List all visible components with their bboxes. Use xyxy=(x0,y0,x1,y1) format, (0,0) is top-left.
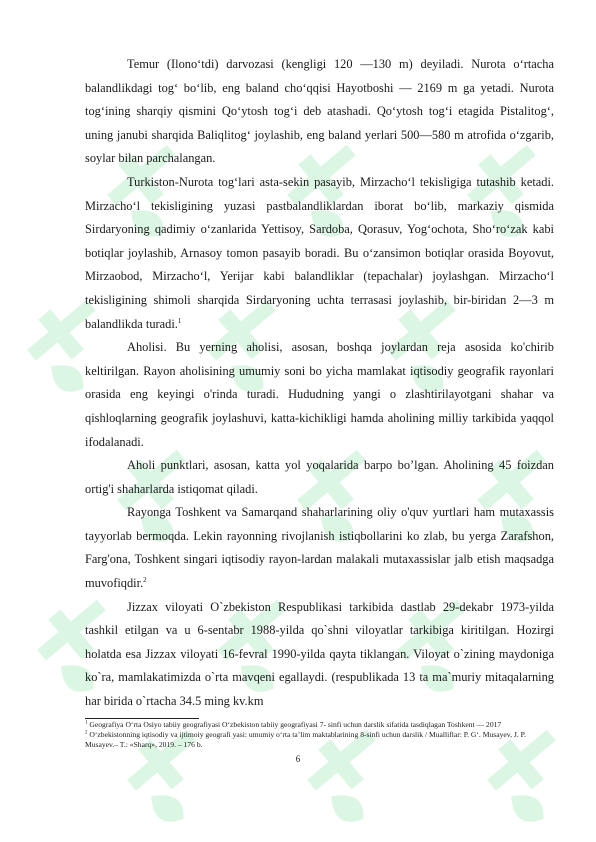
footnote-divider xyxy=(85,718,199,719)
paragraph-settlements: Aholi punktlari, asosan, katta yol yoqalarida barpo bo’lgan. Aholining 45 foizdan ortig'i shaharlarda istiqomat qiladi. xyxy=(85,458,554,496)
document-page xyxy=(85,53,554,750)
paragraph-specialists: Rayonga Toshkent va Samarqand shaharlarining oliy o'quv yurtlari ham mutaxassis tayyorlab bermoqda. Lekin rayonning rivojlanish istiqbollarini ko zlab, bu yerga Zarafshon, Farg'ona, Toshkent singari iqtisodiy rayon-lardan malakali mutaxassislar jalb etish maqsadga muvofiqdir.$^2$ xyxy=(85,505,554,591)
footnote-1: $^1$ Geografiya O‘rta Osiyo tabiiy geografiyasi O‘zbekiston tabiiy geografiyasi 7- sinfi uchun darslik sifatida tasdiqlagan Toshkent — 2017 xyxy=(85,719,502,729)
footnote-mark-1: 1 xyxy=(85,720,88,726)
paragraph-nurota-mountains: Temur (Ilono‘tdi) darvozasi (kengligi 120 —130 m) deyiladi. Nurota o‘rtacha balandlikdagi tog‘ bo‘lib, eng baland cho‘qqisi Hayotboshi — 2169 m ga yetadi. Nurota tog‘ining sharqiy qismini Qo‘ytosh tog‘i deb atashadi. Qo‘ytosh tog‘i etagida Pistalitog‘, uning janubi sharqida Baliqlitog‘ joylashib, eng baland yerlari 500—580 m atrofida o‘zgarib, soylar bilan parchalangan. xyxy=(85,57,554,166)
paragraph-population: Aholisi. Bu yerning aholisi, asosan, boshqa joylardan reja asosida ko'chirib keltirilgan. Rayon aholisining umumiy soni bo yicha mamlakat iqtisodiy geografik rayonlari orasida eng keyingi o'rinda turadi. Hududning yangi o zlashtirilayotgani shahar va qishloqlarning geografik joylashuvi, katta-kichikligi hamda aholining milliy tarkibida yaqqol ifodalanadi. xyxy=(85,340,554,449)
page-number: 6 xyxy=(295,754,301,764)
footnote-mark-2: 2 xyxy=(85,730,88,736)
paragraph-jizzakh-region: Jizzax viloyati O`zbekiston Respublikasi tarkibida dastlab 29-dekabr 1973-yilda tashkil etilgan va u 6-sentabr 1988-yilda qo`shni viloyatlar tarkibiga kiritilgan. Hozirgi holatda esa Jizzax viloyati 16-fevral 1990-yilda qayta tiklangan. Viloyat o`zining maydoniga ko`ra, mamlakatimizda o`rta mavqeni egallaydi. (respublikada 13 ta ma`muriy mitaqalarning har birida o`rtacha 34.5 ming kv.km xyxy=(85,599,554,709)
paragraph-mirzachol-plain: Turkiston-Nurota tog‘lari asta-sekin pasayib, Mirzacho‘l tekisligiga tutashib ketadi. Mirzacho‘l tekisligining yuzasi pastbalandliklardan iborat bo‘lib, markaziy qismida Sirdaryoning qadimiy o‘zanlarida Yettisoy, Sardoba, Qorasuv, Yog‘ochota, Sho‘ro‘zak kabi botiqlar joylashib, Arnasoy tomon pasayib boradi. Bu o‘zansimon botiqlar orasida Boyovut, Mirzaobod, Mirzacho‘l, Yerijar kabi balandliklar (tepachalar) joylashgan. Mirzacho‘l tekisligining shimoli sharqida Sirdaryoning uchta terrasasi joylashib, bir-biridan 2—3 m balandlikda turadi.$^1$ xyxy=(85,174,554,331)
footnote-2: $^2$ O‘zbekistonning iqtisodiy va ijtimoiy geografi yasi: umumiy o‘rta ta’lim maktablarining 8-sinfi uchun darslik / Mualliflar: P. G‘. Musayev, J. P. Musayev.– T.: «Sharq», 2019. – 176 b. xyxy=(85,729,526,750)
footnote-ref-1: 1 xyxy=(177,316,182,325)
footnote-ref-2: 2 xyxy=(143,575,147,584)
